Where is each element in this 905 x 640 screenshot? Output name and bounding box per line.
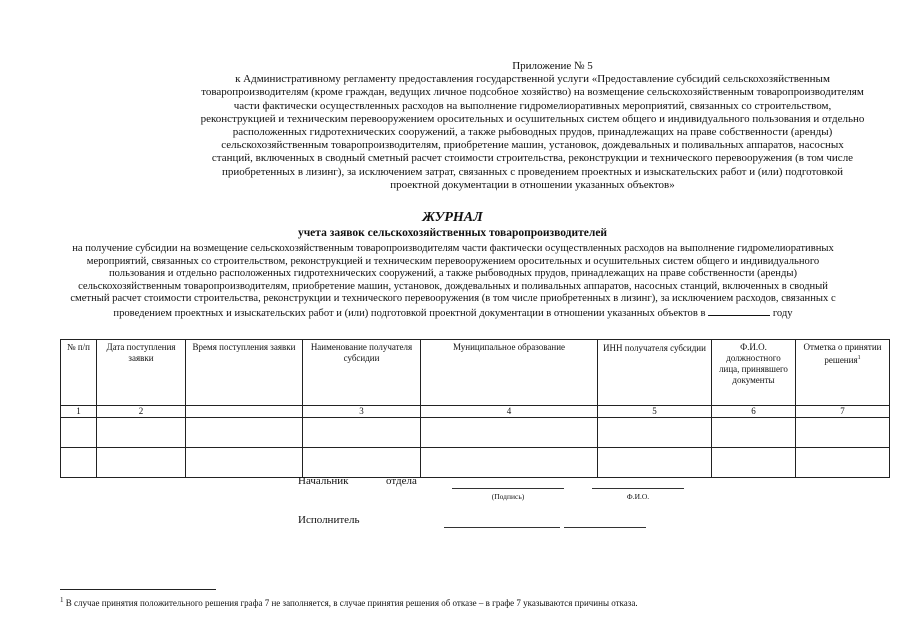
executor-signature-line[interactable] — [444, 527, 560, 528]
executor-label: Исполнитель — [298, 514, 360, 526]
table-cell[interactable] — [712, 418, 796, 448]
table-cell[interactable] — [97, 448, 186, 478]
appendix-header — [200, 60, 865, 192]
column-number: 4 — [421, 406, 598, 418]
column-number: 1 — [61, 406, 97, 418]
table-cell[interactable] — [421, 448, 598, 478]
table-cell[interactable] — [598, 448, 712, 478]
signature-caption: (Подпись) — [491, 492, 525, 501]
chief-signature-line[interactable] — [452, 488, 564, 489]
table-cell[interactable] — [186, 418, 303, 448]
table-cell[interactable] — [186, 448, 303, 478]
header-inn: ИНН получателя субсидии — [598, 340, 712, 406]
column-number: 5 — [598, 406, 712, 418]
journal-table — [60, 339, 890, 478]
header-date: Дата поступления заявки — [97, 340, 186, 406]
table-header-row — [61, 340, 890, 406]
table-cell[interactable] — [97, 418, 186, 448]
name-caption: Ф.И.О. — [626, 492, 650, 501]
table-cell[interactable] — [796, 418, 890, 448]
column-number — [186, 406, 303, 418]
chief-name-line[interactable] — [592, 488, 684, 489]
column-number: 2 — [97, 406, 186, 418]
footnote-text: В случае принятия положительного решения графа 7 не заполняется, в случае принятия решения об отказе – в графе 7 указываются причины отказа. — [63, 598, 638, 608]
header-official-name: Ф.И.О. должностного лица, принявшего документы — [712, 340, 796, 406]
header-decision-mark: Отметка о принятии решения$^1$ — [796, 340, 890, 406]
journal-description-text: на получение субсидии на возмещение сельскохозяйственным товаропроизводителям части фактически осуществленных расходов на выполнение гидромелиоративных мероприятий, связанных со строительством, реконструкцией и техническим перевооружением оросительных и осушительных систем общего и индивидуального пользования и отдельно расположенных гидротехнических сооружений, а также рыбоводных прудов, принадлежащих на праве собственности (аренды) сельскохозяйственным товаропроизводителям, приобретение машин, установок, дождевальных и поливальных аппаратов, насосных станций, включенных в сводный сметный расчет стоимости строительства, реконструкции и технического перевооружения (в том числе приобретенных в лизинг), за исключением расходов, связанных с проведением проектных и изыскательских работ и (или) подготовкой проектной документации в отношении указанных объектов в — [70, 243, 836, 319]
table-row — [61, 418, 890, 448]
footnote-marker: 1 — [60, 596, 64, 604]
appendix-number: Приложение № 5 — [512, 60, 593, 72]
journal-subtitle: учета заявок сельскохозяйственных товаропроизводителей — [297, 227, 608, 239]
chief-label: Начальник — [298, 475, 349, 487]
table-cell[interactable] — [303, 448, 421, 478]
appendix-text: к Административному регламенту предоставления государственной услуги «Предоставление субсидий сельскохозяйственным товаропроизводителям (кроме граждан, ведущих личное подсобное хозяйство) на возмещение сельскохозяйственным товаропроизводителям части фактически осуществленных расходов на выполнение гидромелиоративных мероприятий, связанных со строительством, реконструкцией и техническим перевооружением оросительных и осушительных систем общего и индивидуального пользования и отдельно расположенных гидротехнических сооружений, а также рыбоводных прудов, принадлежащих на праве собственности (аренды) сельскохозяйственным товаропроизводителям, приобретение машин, установок, дождевальных и поливальных аппаратов, насосных станций, включенных в сводный сметный расчет стоимости строительства, реконструкции и технического перевооружения (в том числе приобретенных в лизинг), за исключением затрат, связанных с проведением проектных и изыскательских работ и (или) подготовкой проектной документации в отношении указанных объектов» — [200, 73, 865, 191]
year-suffix: году — [772, 307, 793, 319]
column-number: 6 — [712, 406, 796, 418]
column-number: 7 — [796, 406, 890, 418]
column-number: 3 — [303, 406, 421, 418]
table-cell[interactable] — [61, 418, 97, 448]
table-cell[interactable] — [796, 448, 890, 478]
footnote-divider — [60, 589, 216, 590]
header-municipality: Муниципальное образование — [421, 340, 598, 406]
table-cell[interactable] — [61, 448, 97, 478]
table-cell[interactable] — [421, 418, 598, 448]
column-number-row — [61, 406, 890, 418]
year-blank[interactable] — [708, 306, 770, 316]
footnote-ref: 1 — [857, 355, 861, 361]
header-recipient-name: Наименование получателя субсидии — [303, 340, 421, 406]
footnote — [60, 596, 880, 608]
table-cell[interactable] — [712, 448, 796, 478]
journal-description — [58, 243, 848, 321]
journal-title: ЖУРНАЛ — [422, 210, 483, 225]
department-label: отдела — [386, 475, 417, 487]
header-time: Время поступления заявки — [186, 340, 303, 406]
executor-name-line[interactable] — [564, 527, 646, 528]
header-number: № п/п — [61, 340, 97, 406]
table-cell[interactable] — [303, 418, 421, 448]
table-cell[interactable] — [598, 418, 712, 448]
table-row — [61, 448, 890, 478]
